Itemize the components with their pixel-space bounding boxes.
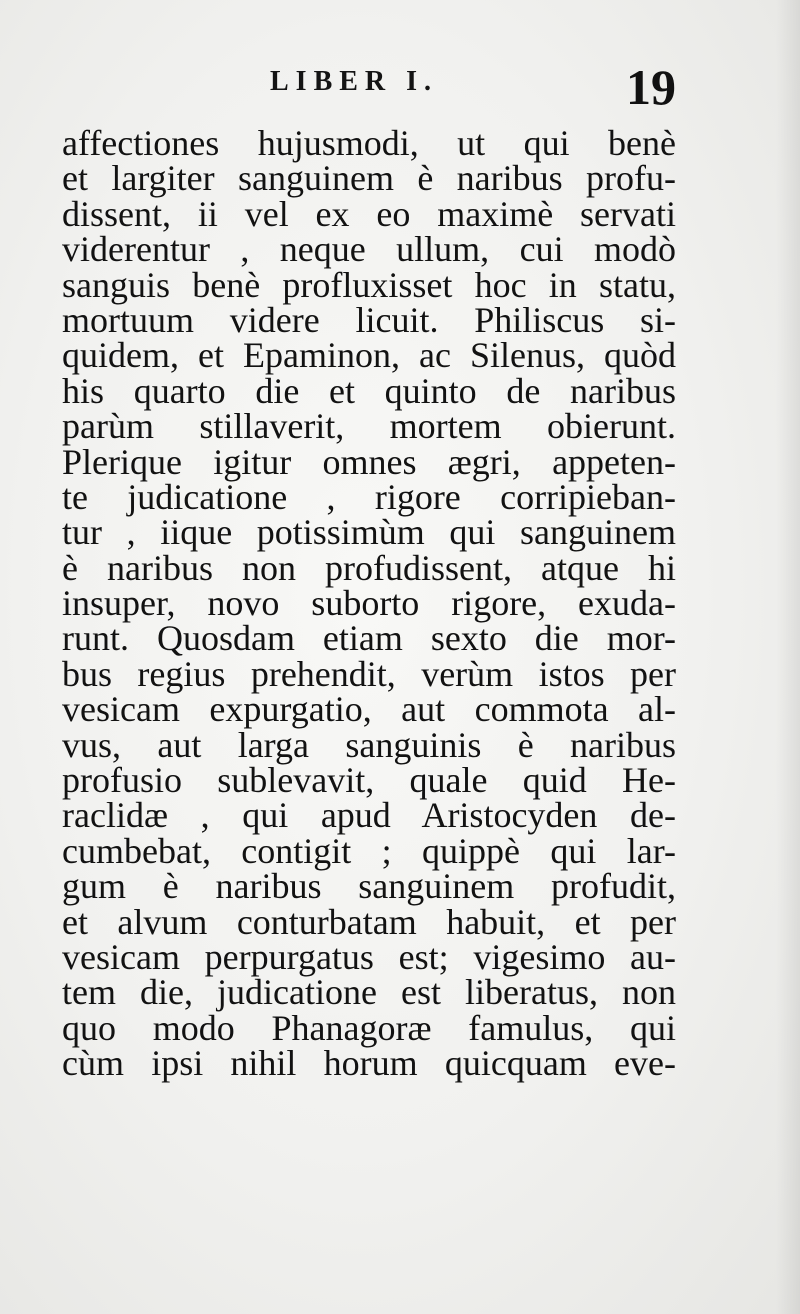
text-line: affectiones hujusmodi, ut qui benè [62, 123, 676, 163]
text-line: cumbebat, contigit ; quippè qui lar- [62, 830, 676, 871]
text-line: vesicam perpurgatus est; vigesimo au- [62, 936, 676, 977]
text-line: vus, aut larga sanguinis è naribus [62, 724, 676, 765]
text-line: te judicatione , rigore corripieban- [62, 476, 676, 517]
text-line: è naribus non profudissent, atque hi [62, 547, 676, 588]
text-line: dissent, ii vel ex eo maximè servati [62, 193, 676, 234]
text-line: tur , iique potissimùm qui sanguinem [62, 512, 676, 553]
text-line: tem die, judicatione est liberatus, non [62, 972, 676, 1013]
text-line: raclidæ , qui apud Aristocyden de- [62, 795, 676, 836]
text-line: bus regius prehendit, verùm istos per [62, 653, 676, 694]
page-number: 19 [626, 59, 676, 115]
text-line: insuper, novo suborto rigore, exuda- [62, 583, 676, 624]
text-line: gum è naribus sanguinem profudit, [62, 866, 676, 907]
running-head: LIBER I. [270, 66, 439, 97]
text-line: viderentur , neque ullum, cui modò [62, 229, 676, 270]
text-line: parùm stillaverit, mortem obierunt. [62, 406, 676, 447]
text-line: cùm ipsi nihil horum quicquam eve- [62, 1043, 676, 1084]
text-line: profusio sublevavit, quale quid He- [62, 760, 676, 801]
text-line: runt. Quosdam etiam sexto die mor- [62, 618, 676, 659]
text-line: sanguis benè profluxisset hoc in statu, [62, 264, 676, 305]
text-line: mortuum videre licuit. Philiscus si- [62, 299, 676, 340]
text-line: quo modo Phanagoræ famulus, qui [62, 1007, 676, 1048]
text-line: quidem, et Epaminon, ac Silenus, quòd [62, 335, 676, 376]
text-line: vesicam expurgatio, aut commota al- [62, 689, 676, 730]
body-text [62, 123, 676, 1084]
text-line: et alvum conturbatam habuit, et per [62, 901, 676, 942]
text-line: Plerique igitur omnes ægri, appeten- [62, 441, 676, 482]
text-line: et largiter sanguinem è naribus profu- [62, 158, 676, 199]
text-line: his quarto die et quinto de naribus [62, 370, 676, 411]
